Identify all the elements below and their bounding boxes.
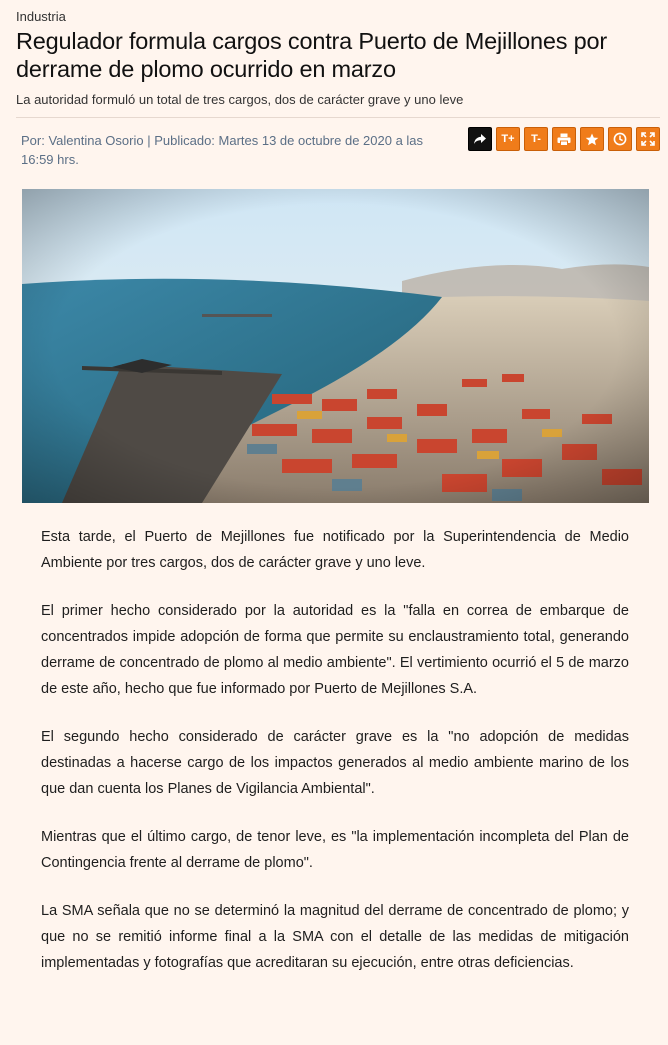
paragraph: La SMA señala que no se determinó la magnitud del derrame de concentrado de plomo; y que no se remitió informe final a la SMA con el detalle de las medidas de mitigación implementadas y fotografías que acreditaran su ejecución, entre otras deficiencias. xyxy=(41,903,629,971)
star-icon xyxy=(585,133,599,146)
history-button[interactable] xyxy=(608,127,632,151)
text-larger-button[interactable]: T+ xyxy=(496,127,520,151)
fullscreen-button[interactable] xyxy=(636,127,660,151)
byline: Por: Valentina Osorio | Publicado: Martes 13 de octubre de 2020 a las 16:59 hrs. xyxy=(21,133,424,167)
article-title: Regulador formula cargos contra Puerto de Mejillones por derrame de plomo ocurrido en marzo xyxy=(16,28,607,82)
paragraph: El segundo hecho considerado de carácter grave es la "no adopción de medidas destinadas a hacerse cargo de los impactos generados al medio ambiente marino de los que dan cuenta los Planes de Vigilancia Ambiental". xyxy=(41,729,629,797)
article-photo xyxy=(22,189,649,503)
article-subtitle: La autoridad formuló un total de tres cargos, dos de carácter grave y uno leve xyxy=(16,92,464,107)
text-smaller-button[interactable]: T- xyxy=(524,127,548,151)
print-button[interactable] xyxy=(552,127,576,151)
share-arrow-icon xyxy=(473,133,487,145)
article-body xyxy=(41,524,629,998)
section-label[interactable]: Industria xyxy=(16,9,66,24)
favorite-button[interactable] xyxy=(580,127,604,151)
printer-icon xyxy=(557,133,571,146)
clock-icon xyxy=(613,132,627,146)
share-button[interactable] xyxy=(468,127,492,151)
article-toolbar xyxy=(468,127,660,151)
paragraph: Mientras que el último cargo, de tenor leve, es "la implementación incompleta del Plan de Contingencia frente al derrame de plomo". xyxy=(41,829,629,871)
paragraph: Esta tarde, el Puerto de Mejillones fue notificado por la Superintendencia de Medio Ambiente por tres cargos, dos de carácter grave y uno leve. xyxy=(41,529,629,571)
divider xyxy=(16,117,660,118)
paragraph: El primer hecho considerado por la autoridad es la "falla en correa de embarque de concentrados impide adopción de forma que permite su enclaustramiento total, generando derrame de concentrado de plomo al medio ambiente". El vertimiento ocurrió el 5 de marzo de este año, hecho que fue informado por Puerto de Mejillones S.A. xyxy=(41,603,629,697)
expand-icon xyxy=(641,132,655,146)
